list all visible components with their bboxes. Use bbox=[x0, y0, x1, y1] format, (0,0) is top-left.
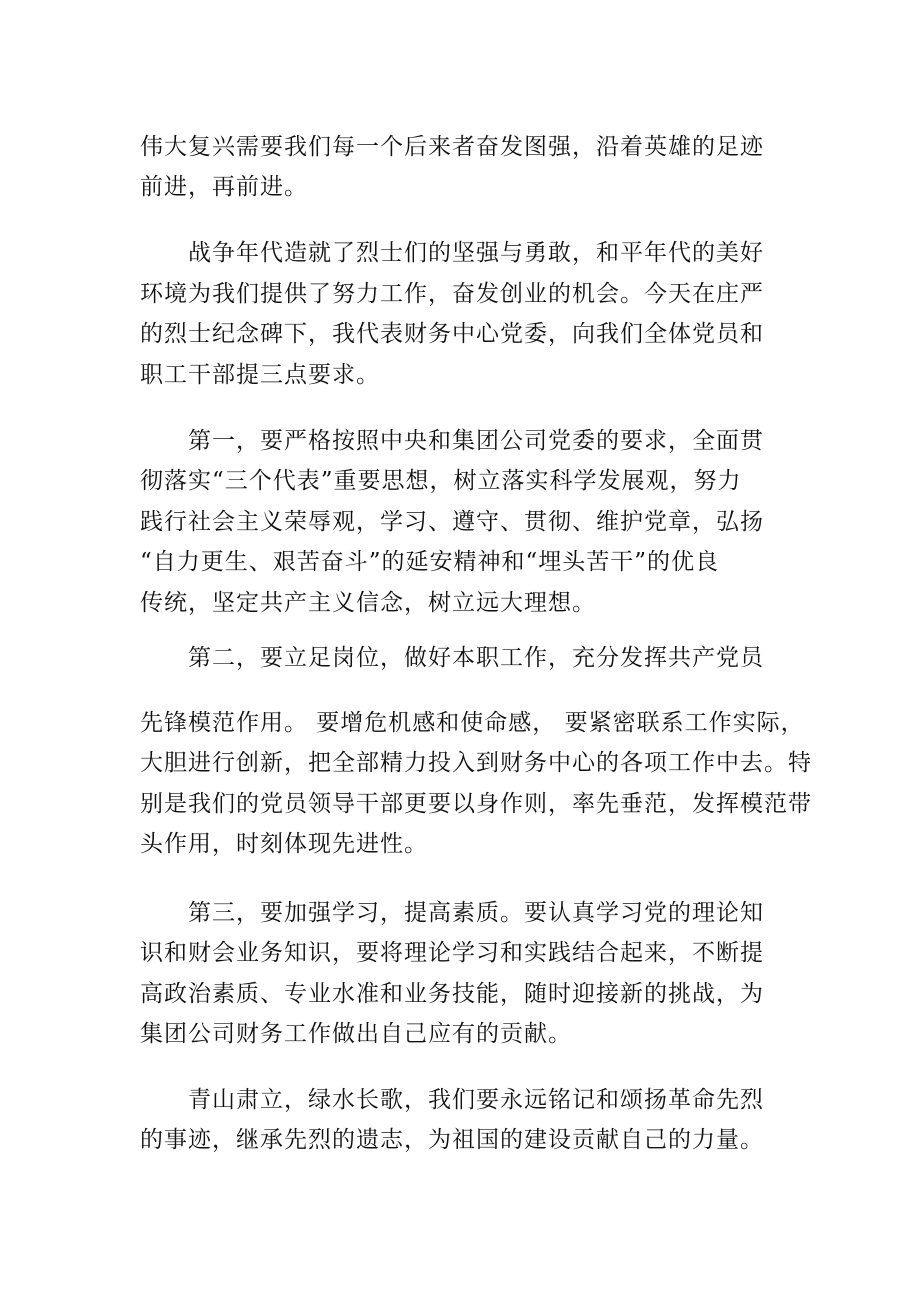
paragraph-line: 识和财会业务知识，要将理论学习和实践结合起来，不断提 bbox=[140, 940, 764, 966]
paragraph-line: 集团公司财务工作做出自己应有的贡献。 bbox=[140, 1021, 572, 1047]
paragraph-line: 践行社会主义荣辱观，学习、遵守、贯彻、维护党章，弘扬 bbox=[140, 509, 764, 535]
paragraph-line: 彻落实“三个代表”重要思想，树立落实科学发展观，努力 bbox=[140, 468, 742, 494]
paragraph-line: 的事迹，继承先烈的遗志，为祖国的建设贡献自己的力量。 bbox=[140, 1127, 764, 1153]
paragraph-line: 头作用，时刻体现先进性。 bbox=[140, 831, 428, 857]
paragraph-line: 传统，坚定共产主义信念，树立远大理想。 bbox=[140, 590, 596, 616]
paragraph-line: 第三，要加强学习，提高素质。要认真学习党的理论知 bbox=[188, 900, 764, 926]
paragraph-line: 的烈士纪念碑下，我代表财务中心党委，向我们全体党员和 bbox=[140, 321, 764, 347]
paragraph-line: “自力更生、艰苦奋斗”的延安精神和“埋头苦干”的优良 bbox=[140, 549, 720, 575]
paragraph-line: 先锋模范作用。 要增危机感和使命感， 要紧密联系工作实际， bbox=[140, 710, 805, 736]
paragraph-line: 第二，要立足岗位，做好本职工作，充分发挥共产党员 bbox=[188, 645, 764, 671]
paragraph-line: 高政治素质、专业水准和业务技能，随时迎接新的挑战，为 bbox=[140, 981, 764, 1007]
paragraph-line: 青山肃立，绿水长歌，我们要永远铭记和颂扬革命先烈 bbox=[188, 1087, 764, 1113]
paragraph-line: 战争年代造就了烈士们的坚强与勇敢，和平年代的美好 bbox=[188, 240, 764, 266]
paragraph-line: 环境为我们提供了努力工作，奋发创业的机会。今天在庄严 bbox=[140, 281, 764, 307]
paragraph-line: 前进，再前进。 bbox=[140, 174, 308, 200]
paragraph-line: 大胆进行创新，把全部精力投入到财务中心的各项工作中去。特 bbox=[140, 750, 812, 776]
paragraph-line: 职工干部提三点要求。 bbox=[140, 362, 380, 388]
paragraph-line: 别是我们的党员领导干部更要以身作则，率先垂范，发挥模范带 bbox=[140, 791, 812, 817]
paragraph-line: 伟大复兴需要我们每一个后来者奋发图强，沿着英雄的足迹 bbox=[140, 134, 764, 160]
paragraph-line: 第一，要严格按照中央和集团公司党委的要求，全面贯 bbox=[188, 428, 764, 454]
